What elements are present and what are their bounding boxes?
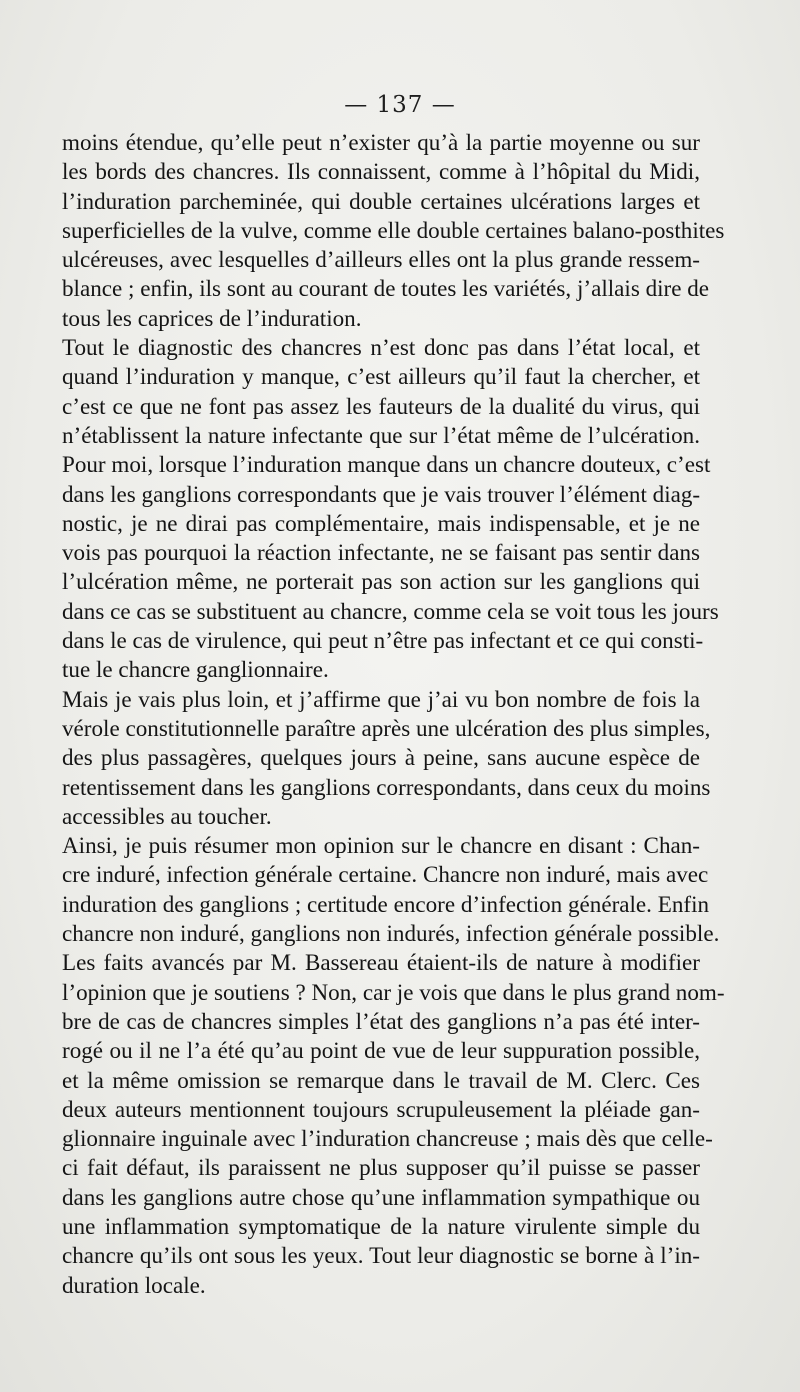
text-line: n’établissent la nature infectante que sur l’état même de l’ulcération. xyxy=(62,421,700,448)
text-line: Mais je vais plus loin, et j’affirme que j’ai vu bon nombre de fois la xyxy=(62,685,700,712)
text-line: tue le chancre ganglionnaire. xyxy=(62,656,329,683)
text-line: superficielles de la vulve, comme elle double certaines balano-posthites xyxy=(62,216,725,243)
text-line: dans ce cas se substituent au chancre, comme cela se voit tous les jours xyxy=(62,597,719,624)
text-line: ulcéreuses, avec lesquelles d’ailleurs elles ont la plus grande ressem- xyxy=(62,246,700,273)
text-line: duration locale. xyxy=(62,1271,206,1298)
text-line: moins étendue, qu’elle peut n’exister qu’à la partie moyenne ou sur xyxy=(62,129,700,155)
text-line: nostic, je ne dirai pas complémentaire, mais indispensable, et je ne xyxy=(62,509,700,536)
text-line: vois pas pourquoi la réaction infectante, ne se faisant pas sentir dans xyxy=(62,539,700,566)
text-line: rogé ou il ne l’a été qu’au point de vue de leur suppuration possible, xyxy=(62,1037,700,1064)
text-line: dans le cas de virulence, qui peut n’être pas infectant et ce qui consti- xyxy=(62,627,704,654)
paragraph-3 xyxy=(62,685,711,831)
text-line: Les faits avancés par M. Bassereau étaient-ils de nature à modifier xyxy=(62,949,700,976)
text-line: des plus passagères, quelques jours à peine, sans aucune espèce de xyxy=(62,744,700,771)
text-line: Ainsi, je puis résumer mon opinion sur le chancre en disant : Chan- xyxy=(62,832,700,859)
text-line: ci fait défaut, ils paraissent ne plus supposer qu’il puisse se passer xyxy=(62,1154,700,1181)
text-line: chancre qu’ils ont sous les yeux. Tout leur diagnostic se borne à l’in- xyxy=(62,1242,700,1269)
text-line: vérole constitutionnelle paraître après une ulcération des plus simples, xyxy=(62,714,711,741)
paragraph-4 xyxy=(62,831,720,948)
text-line: c’est ce que ne font pas assez les fauteurs de la dualité du virus, qui xyxy=(62,392,700,419)
text-line: cre induré, infection générale certaine. Chancre non induré, mais avec xyxy=(62,861,709,888)
paragraph-5 xyxy=(62,948,725,1300)
text-line: blance ; enfin, ils sont au courant de toutes les variétés, j’allais dire de xyxy=(62,275,710,302)
text-line: accessibles au toucher. xyxy=(62,802,272,829)
body-text xyxy=(62,128,725,1300)
text-line: retentissement dans les ganglions correspondants, dans ceux du moins xyxy=(62,773,711,800)
text-line: dans les ganglions autre chose qu’une inflammation sympathique ou xyxy=(62,1183,700,1210)
paragraph-2 xyxy=(62,333,719,685)
text-line: chancre non induré, ganglions non indurés, infection générale possible. xyxy=(62,920,720,947)
paragraph-1 xyxy=(62,128,725,333)
text-line: les bords des chancres. Ils connaissent, comme à l’hôpital du Midi, xyxy=(62,158,700,185)
text-line: l’ulcération même, ne porterait pas son action sur les ganglions qui xyxy=(62,568,700,595)
text-line: l’opinion que je soutiens ? Non, car je vois que dans le plus grand nom- xyxy=(62,978,725,1005)
page-number: — 137 — xyxy=(344,92,456,118)
text-line: quand l’induration y manque, c’est ailleurs qu’il faut la chercher, et xyxy=(62,363,700,390)
text-line: tous les caprices de l’induration. xyxy=(62,304,362,331)
text-line: dans les ganglions correspondants que je vais trouver l’élément diag- xyxy=(62,480,701,507)
text-line: l’induration parcheminée, qui double certaines ulcérations larges et xyxy=(62,187,700,214)
text-line: Pour moi, lorsque l’induration manque dans un chancre douteux, c’est xyxy=(62,451,711,478)
text-line: induration des ganglions ; certitude encore d’infection générale. Enfin xyxy=(62,890,710,917)
text-line: glionnaire inguinale avec l’induration chancreuse ; mais dès que celle- xyxy=(62,1125,713,1152)
text-line: et la même omission se remarque dans le travail de M. Clerc. Ces xyxy=(62,1066,700,1093)
text-line: bre de cas de chancres simples l’état des ganglions n’a pas été inter- xyxy=(62,1007,700,1034)
text-line: Tout le diagnostic des chancres n’est donc pas dans l’état local, et xyxy=(62,334,700,361)
text-line: une inflammation symptomatique de la nature virulente simple du xyxy=(62,1212,700,1239)
text-line: deux auteurs mentionnent toujours scrupuleusement la pléiade gan- xyxy=(62,1095,700,1122)
